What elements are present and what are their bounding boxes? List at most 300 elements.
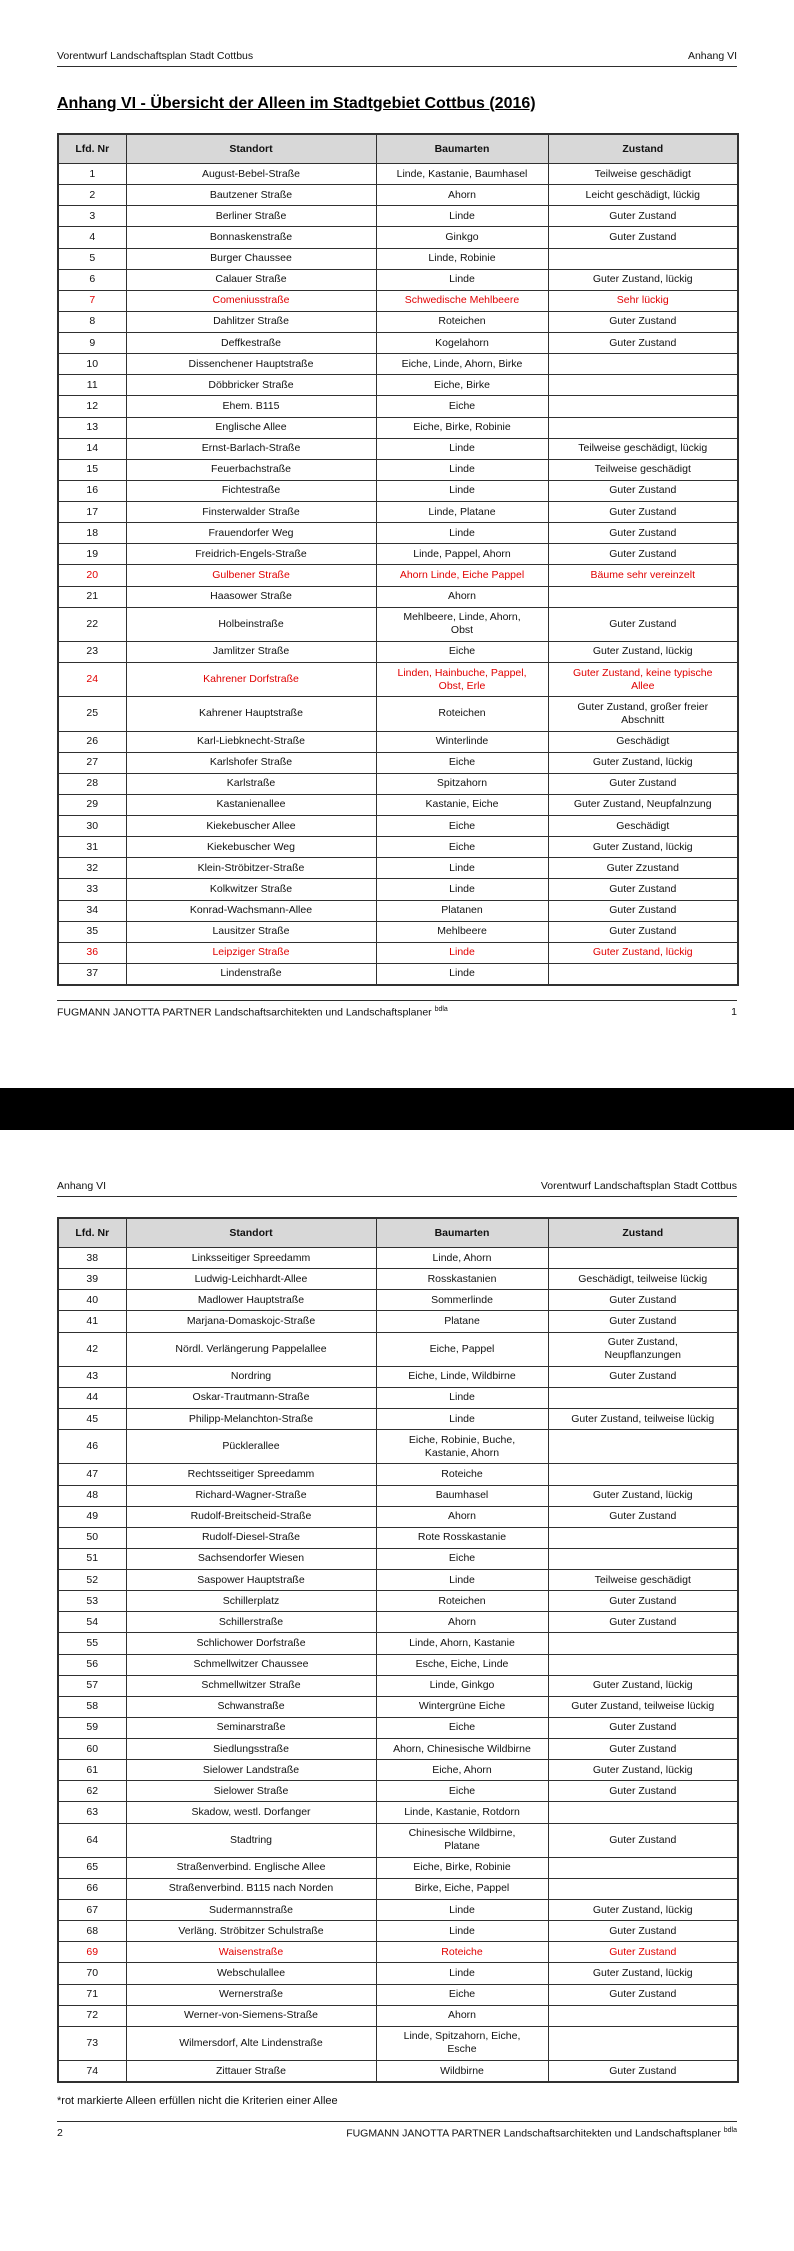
table-row [58, 1781, 738, 1802]
page2-number: 2 [57, 2127, 63, 2140]
cell-baumarten: Eiche [376, 1781, 548, 1802]
cell-baumarten: Mehlbeere [376, 921, 548, 942]
cell-zustand: Guter Zustand, lückig [548, 942, 738, 963]
cell-zustand: Guter Zustand [548, 502, 738, 523]
cell-standort: Lausitzer Straße [126, 921, 376, 942]
cell-standort: Schillerplatz [126, 1591, 376, 1612]
cell-zustand: Teilweise geschädigt [548, 459, 738, 480]
cell-lfd-nr: 69 [58, 1942, 126, 1963]
table-row [58, 697, 738, 731]
alleen-table-page1 [57, 133, 739, 986]
cell-zustand: Guter Zustand [548, 1311, 738, 1332]
cell-lfd-nr: 73 [58, 2026, 126, 2060]
table-row [58, 1942, 738, 1963]
cell-lfd-nr: 65 [58, 1857, 126, 1878]
cell-lfd-nr: 74 [58, 2061, 126, 2083]
cell-baumarten: Linde [376, 1900, 548, 1921]
table-header-row [58, 1218, 738, 1248]
cell-zustand [548, 1387, 738, 1408]
cell-standort: Sielower Straße [126, 1781, 376, 1802]
cell-baumarten: Roteichen [376, 311, 548, 332]
table-row [58, 1612, 738, 1633]
page1-header-left: Vorentwurf Landschaftsplan Stadt Cottbus [57, 50, 254, 62]
cell-standort: Sielower Landstraße [126, 1760, 376, 1781]
cell-lfd-nr: 3 [58, 206, 126, 227]
cell-baumarten: Platanen [376, 900, 548, 921]
cell-standort: Marjana-Domaskojc-Straße [126, 1311, 376, 1332]
cell-standort: Klein-Ströbitzer-Straße [126, 858, 376, 879]
cell-standort: Werner-von-Siemens-Straße [126, 2005, 376, 2026]
cell-lfd-nr: 52 [58, 1570, 126, 1591]
cell-standort: Rudolf-Diesel-Straße [126, 1527, 376, 1548]
cell-lfd-nr: 45 [58, 1409, 126, 1430]
cell-zustand [548, 1878, 738, 1899]
table-row [58, 523, 738, 544]
cell-zustand [548, 396, 738, 417]
cell-lfd-nr: 17 [58, 502, 126, 523]
cell-baumarten: Linde [376, 459, 548, 480]
cell-standort: Dahlitzer Straße [126, 311, 376, 332]
cell-baumarten: Mehlbeere, Linde, Ahorn, Obst [376, 607, 548, 641]
cell-standort: Oskar-Trautmann-Straße [126, 1387, 376, 1408]
cell-zustand: Guter Zustand, lückig [548, 752, 738, 773]
cell-standort: Wernerstraße [126, 1984, 376, 2005]
cell-baumarten: Eiche, Birke [376, 375, 548, 396]
cell-lfd-nr: 19 [58, 544, 126, 565]
cell-standort: Schmellwitzer Chaussee [126, 1654, 376, 1675]
cell-baumarten: Eiche, Robinie, Buche, Kastanie, Ahorn [376, 1430, 548, 1464]
cell-standort: Döbbricker Straße [126, 375, 376, 396]
cell-zustand: Guter Zustand, großer freier Abschnitt [548, 697, 738, 731]
table-row [58, 565, 738, 586]
cell-lfd-nr: 32 [58, 858, 126, 879]
table-row [58, 1269, 738, 1290]
page-2 [0, 1130, 794, 2251]
cell-zustand [548, 963, 738, 985]
cell-zustand: Guter Zustand, keine typische Allee [548, 663, 738, 697]
cell-baumarten: Schwedische Mehlbeere [376, 290, 548, 311]
cell-baumarten: Eiche [376, 1984, 548, 2005]
table-row [58, 1900, 738, 1921]
cell-lfd-nr: 72 [58, 2005, 126, 2026]
cell-lfd-nr: 18 [58, 523, 126, 544]
table-row [58, 1802, 738, 1823]
table-row [58, 1387, 738, 1408]
cell-zustand: Guter Zustand, teilweise lückig [548, 1409, 738, 1430]
cell-lfd-nr: 56 [58, 1654, 126, 1675]
cell-standort: Ludwig-Leichhardt-Allee [126, 1269, 376, 1290]
cell-standort: Comeniusstraße [126, 290, 376, 311]
cell-lfd-nr: 15 [58, 459, 126, 480]
table-row [58, 227, 738, 248]
table-row [58, 2026, 738, 2060]
cell-baumarten: Linde, Robinie [376, 248, 548, 269]
table-row [58, 354, 738, 375]
cell-zustand: Guter Zustand [548, 544, 738, 565]
cell-standort: Zittauer Straße [126, 2061, 376, 2083]
cell-baumarten: Ahorn [376, 586, 548, 607]
cell-standort: Bautzener Straße [126, 185, 376, 206]
table-row [58, 1878, 738, 1899]
cell-zustand [548, 248, 738, 269]
table-row [58, 858, 738, 879]
cell-standort: Rudolf-Breitscheid-Straße [126, 1506, 376, 1527]
cell-zustand: Guter Zustand, lückig [548, 1760, 738, 1781]
cell-zustand: Guter Zustand [548, 311, 738, 332]
cell-baumarten: Linde, Pappel, Ahorn [376, 544, 548, 565]
cell-zustand: Geschädigt, teilweise lückig [548, 1269, 738, 1290]
table-row [58, 816, 738, 837]
cell-zustand [548, 375, 738, 396]
table-row [58, 1366, 738, 1387]
cell-lfd-nr: 35 [58, 921, 126, 942]
table-row [58, 502, 738, 523]
cell-baumarten: Eiche, Birke, Robinie [376, 417, 548, 438]
cell-standort: Bonnaskenstraße [126, 227, 376, 248]
cell-standort: Kiekebuscher Weg [126, 837, 376, 858]
cell-standort: Kahrener Dorfstraße [126, 663, 376, 697]
cell-baumarten: Roteiche [376, 1942, 548, 1963]
cell-standort: Jamlitzer Straße [126, 641, 376, 662]
table-row [58, 185, 738, 206]
cell-lfd-nr: 36 [58, 942, 126, 963]
cell-lfd-nr: 1 [58, 164, 126, 185]
table-row [58, 663, 738, 697]
cell-lfd-nr: 50 [58, 1527, 126, 1548]
table-row [58, 1290, 738, 1311]
cell-zustand: Guter Zustand [548, 227, 738, 248]
cell-lfd-nr: 57 [58, 1675, 126, 1696]
cell-zustand: Guter Zustand, lückig [548, 1675, 738, 1696]
cell-zustand [548, 1248, 738, 1269]
cell-zustand: Teilweise geschädigt [548, 164, 738, 185]
cell-standort: Seminarstraße [126, 1717, 376, 1738]
cell-standort: Karlstraße [126, 773, 376, 794]
cell-lfd-nr: 30 [58, 816, 126, 837]
cell-baumarten: Linde [376, 1387, 548, 1408]
table-body-page1 [58, 164, 738, 986]
cell-zustand: Sehr lückig [548, 290, 738, 311]
table-row [58, 164, 738, 185]
cell-lfd-nr: 54 [58, 1612, 126, 1633]
table-row [58, 438, 738, 459]
cell-zustand: Guter Zustand, lückig [548, 641, 738, 662]
table-row [58, 1430, 738, 1464]
cell-baumarten: Linde, Ahorn [376, 1248, 548, 1269]
page2-footer [57, 2121, 737, 2140]
cell-baumarten: Eiche [376, 816, 548, 837]
cell-baumarten: Rote Rosskastanie [376, 1527, 548, 1548]
footer-firm: FUGMANN JANOTTA PARTNER Landschaftsarchitekten und Landschaftsplaner $^{bdla}$ [346, 2127, 737, 2140]
cell-standort: Dissenchener Hauptstraße [126, 354, 376, 375]
cell-standort: Nördl. Verlängerung Pappelallee [126, 1332, 376, 1366]
cell-lfd-nr: 60 [58, 1739, 126, 1760]
cell-lfd-nr: 27 [58, 752, 126, 773]
cell-zustand [548, 354, 738, 375]
table-row [58, 2005, 738, 2026]
cell-baumarten: Linde, Platane [376, 502, 548, 523]
cell-lfd-nr: 42 [58, 1332, 126, 1366]
cell-baumarten: Linde [376, 269, 548, 290]
cell-baumarten: Linde [376, 1921, 548, 1942]
cell-lfd-nr: 64 [58, 1823, 126, 1857]
cell-lfd-nr: 7 [58, 290, 126, 311]
table-row [58, 1527, 738, 1548]
cell-baumarten: Ahorn [376, 185, 548, 206]
cell-standort: Deffkestraße [126, 333, 376, 354]
cell-zustand: Guter Zustand [548, 1717, 738, 1738]
cell-zustand: Leicht geschädigt, lückig [548, 185, 738, 206]
cell-lfd-nr: 9 [58, 333, 126, 354]
cell-zustand [548, 1548, 738, 1569]
cell-lfd-nr: 2 [58, 185, 126, 206]
table-row [58, 752, 738, 773]
cell-baumarten: Ginkgo [376, 227, 548, 248]
cell-standort: Holbeinstraße [126, 607, 376, 641]
cell-zustand [548, 1654, 738, 1675]
table-row [58, 417, 738, 438]
cell-lfd-nr: 68 [58, 1921, 126, 1942]
cell-zustand: Teilweise geschädigt [548, 1570, 738, 1591]
cell-baumarten: Eiche [376, 1717, 548, 1738]
cell-zustand: Guter Zustand, lückig [548, 1900, 738, 1921]
cell-lfd-nr: 67 [58, 1900, 126, 1921]
cell-baumarten: Sommerlinde [376, 1290, 548, 1311]
cell-standort: Kastanienallee [126, 794, 376, 815]
cell-lfd-nr: 38 [58, 1248, 126, 1269]
cell-baumarten: Baumhasel [376, 1485, 548, 1506]
cell-lfd-nr: 31 [58, 837, 126, 858]
table-row [58, 375, 738, 396]
page2-header [57, 1180, 737, 1197]
cell-baumarten: Linde [376, 1963, 548, 1984]
table-row [58, 641, 738, 662]
cell-lfd-nr: 46 [58, 1430, 126, 1464]
cell-lfd-nr: 12 [58, 396, 126, 417]
cell-standort: Englische Allee [126, 417, 376, 438]
cell-lfd-nr: 28 [58, 773, 126, 794]
cell-zustand: Guter Zustand [548, 900, 738, 921]
cell-lfd-nr: 63 [58, 1802, 126, 1823]
cell-baumarten: Eiche [376, 641, 548, 662]
cell-baumarten: Wintergrüne Eiche [376, 1696, 548, 1717]
cell-lfd-nr: 24 [58, 663, 126, 697]
cell-lfd-nr: 53 [58, 1591, 126, 1612]
cell-lfd-nr: 34 [58, 900, 126, 921]
cell-zustand: Guter Zustand [548, 480, 738, 501]
cell-zustand: Guter Zustand [548, 333, 738, 354]
table-row [58, 206, 738, 227]
cell-zustand: Guter Zustand, lückig [548, 837, 738, 858]
cell-baumarten: Eiche, Pappel [376, 1332, 548, 1366]
cell-lfd-nr: 5 [58, 248, 126, 269]
cell-zustand: Guter Zustand, teilweise lückig [548, 1696, 738, 1717]
cell-standort: Schwanstraße [126, 1696, 376, 1717]
cell-standort: Saspower Hauptstraße [126, 1570, 376, 1591]
footer-firm-sup: bdla [723, 2127, 737, 2135]
footer-firm: FUGMANN JANOTTA PARTNER Landschaftsarchitekten und Landschaftsplaner $^{bdla}$ [57, 1006, 448, 1019]
cell-zustand: Guter Zustand [548, 1366, 738, 1387]
cell-baumarten: Linde [376, 879, 548, 900]
cell-lfd-nr: 10 [58, 354, 126, 375]
cell-standort: Kolkwitzer Straße [126, 879, 376, 900]
table-row [58, 480, 738, 501]
cell-standort: Kahrener Hauptstraße [126, 697, 376, 731]
cell-lfd-nr: 49 [58, 1506, 126, 1527]
page1-number: 1 [731, 1006, 737, 1018]
cell-standort: Waisenstraße [126, 1942, 376, 1963]
table-row [58, 311, 738, 332]
cell-baumarten: Eiche [376, 752, 548, 773]
cell-baumarten: Eiche [376, 1548, 548, 1569]
cell-baumarten: Kogelahorn [376, 333, 548, 354]
cell-standort: Linksseitiger Spreedamm [126, 1248, 376, 1269]
table-row [58, 544, 738, 565]
cell-zustand: Guter Zustand [548, 1921, 738, 1942]
table-row [58, 794, 738, 815]
cell-standort: Fichtestraße [126, 480, 376, 501]
cell-standort: Nordring [126, 1366, 376, 1387]
cell-lfd-nr: 66 [58, 1878, 126, 1899]
column-header-zustand: Zustand [548, 1218, 738, 1248]
cell-zustand: Guter Zustand, lückig [548, 1963, 738, 1984]
cell-lfd-nr: 44 [58, 1387, 126, 1408]
cell-lfd-nr: 25 [58, 697, 126, 731]
cell-standort: Sudermannstraße [126, 1900, 376, 1921]
footer-firm-sup: bdla [434, 1006, 448, 1013]
cell-zustand [548, 1802, 738, 1823]
cell-baumarten: Ahorn [376, 1506, 548, 1527]
cell-baumarten: Ahorn, Chinesische Wildbirne [376, 1739, 548, 1760]
table-row [58, 1654, 738, 1675]
table-row [58, 1984, 738, 2005]
table-row [58, 607, 738, 641]
table-row [58, 2061, 738, 2083]
page2-header-left: Anhang VI [57, 1180, 107, 1192]
page-separator [0, 1088, 794, 1130]
cell-lfd-nr: 61 [58, 1760, 126, 1781]
table-row [58, 1464, 738, 1485]
column-header-zustand: Zustand [548, 134, 738, 164]
cell-standort: Pücklerallee [126, 1430, 376, 1464]
cell-lfd-nr: 55 [58, 1633, 126, 1654]
table-row [58, 290, 738, 311]
cell-zustand: Guter Zustand [548, 1739, 738, 1760]
cell-standort: Kiekebuscher Allee [126, 816, 376, 837]
cell-zustand: Guter Zustand [548, 1612, 738, 1633]
cell-zustand [548, 1464, 738, 1485]
cell-lfd-nr: 14 [58, 438, 126, 459]
cell-lfd-nr: 22 [58, 607, 126, 641]
page-1 [0, 0, 794, 1088]
cell-zustand: Guter Zustand [548, 607, 738, 641]
table-row [58, 396, 738, 417]
cell-standort: Webschulallee [126, 1963, 376, 1984]
cell-standort: Leipziger Straße [126, 942, 376, 963]
cell-lfd-nr: 20 [58, 565, 126, 586]
alleen-table-page2 [57, 1217, 739, 2083]
table-row [58, 773, 738, 794]
cell-zustand: Guter Zustand, lückig [548, 1485, 738, 1506]
table-row [58, 333, 738, 354]
cell-standort: Karl-Liebknecht-Straße [126, 731, 376, 752]
table-row [58, 1739, 738, 1760]
cell-zustand [548, 1633, 738, 1654]
cell-lfd-nr: 48 [58, 1485, 126, 1506]
cell-baumarten: Linde [376, 480, 548, 501]
table-row [58, 1485, 738, 1506]
cell-zustand: Guter Zustand [548, 1591, 738, 1612]
table-row [58, 1570, 738, 1591]
cell-zustand: Guter Zustand, Neupfalnzung [548, 794, 738, 815]
cell-zustand [548, 417, 738, 438]
cell-standort: Sachsendorfer Wiesen [126, 1548, 376, 1569]
table-row [58, 586, 738, 607]
column-header-lfd-nr: Lfd. Nr [58, 1218, 126, 1248]
cell-zustand: Guter Zustand [548, 1781, 738, 1802]
cell-baumarten: Linde [376, 1409, 548, 1430]
table-row [58, 1409, 738, 1430]
cell-baumarten: Linden, Hainbuche, Pappel, Obst, Erle [376, 663, 548, 697]
cell-baumarten: Eiche, Linde, Wildbirne [376, 1366, 548, 1387]
column-header-baumarten: Baumarten [376, 1218, 548, 1248]
cell-zustand: Guter Zustand [548, 1823, 738, 1857]
table-row [58, 1311, 738, 1332]
cell-standort: Frauendorfer Weg [126, 523, 376, 544]
cell-zustand [548, 1430, 738, 1464]
cell-zustand: Bäume sehr vereinzelt [548, 565, 738, 586]
cell-baumarten: Esche, Eiche, Linde [376, 1654, 548, 1675]
cell-lfd-nr: 43 [58, 1366, 126, 1387]
cell-standort: Skadow, westl. Dorfanger [126, 1802, 376, 1823]
cell-lfd-nr: 11 [58, 375, 126, 396]
page1-header-right: Anhang VI [687, 50, 737, 62]
cell-standort: Rechtsseitiger Spreedamm [126, 1464, 376, 1485]
cell-lfd-nr: 40 [58, 1290, 126, 1311]
cell-zustand: Guter Zustand [548, 773, 738, 794]
table-row [58, 1921, 738, 1942]
cell-standort: Lindenstraße [126, 963, 376, 985]
table-row [58, 942, 738, 963]
cell-baumarten: Linde [376, 438, 548, 459]
cell-lfd-nr: 21 [58, 586, 126, 607]
table-row [58, 963, 738, 985]
cell-standort: Ehem. B115 [126, 396, 376, 417]
document-title: Anhang VI - Übersicht der Alleen im Stadtgebiet Cottbus (2016) [57, 95, 536, 112]
page2-header-right: Vorentwurf Landschaftsplan Stadt Cottbus [540, 1180, 737, 1192]
cell-baumarten: Linde [376, 942, 548, 963]
cell-lfd-nr: 41 [58, 1311, 126, 1332]
cell-baumarten: Eiche, Birke, Robinie [376, 1857, 548, 1878]
cell-baumarten: Eiche, Linde, Ahorn, Birke [376, 354, 548, 375]
table-row [58, 1548, 738, 1569]
table-header-row [58, 134, 738, 164]
table-row [58, 1823, 738, 1857]
cell-zustand: Geschädigt [548, 731, 738, 752]
table-row [58, 269, 738, 290]
cell-standort: Freidrich-Engels-Straße [126, 544, 376, 565]
cell-lfd-nr: 16 [58, 480, 126, 501]
cell-zustand: Guter Zustand [548, 523, 738, 544]
cell-lfd-nr: 39 [58, 1269, 126, 1290]
cell-zustand: Guter Zustand [548, 879, 738, 900]
column-header-baumarten: Baumarten [376, 134, 548, 164]
table-row [58, 1591, 738, 1612]
table-row [58, 1760, 738, 1781]
cell-standort: Schillerstraße [126, 1612, 376, 1633]
cell-lfd-nr: 70 [58, 1963, 126, 1984]
cell-baumarten: Linde [376, 206, 548, 227]
